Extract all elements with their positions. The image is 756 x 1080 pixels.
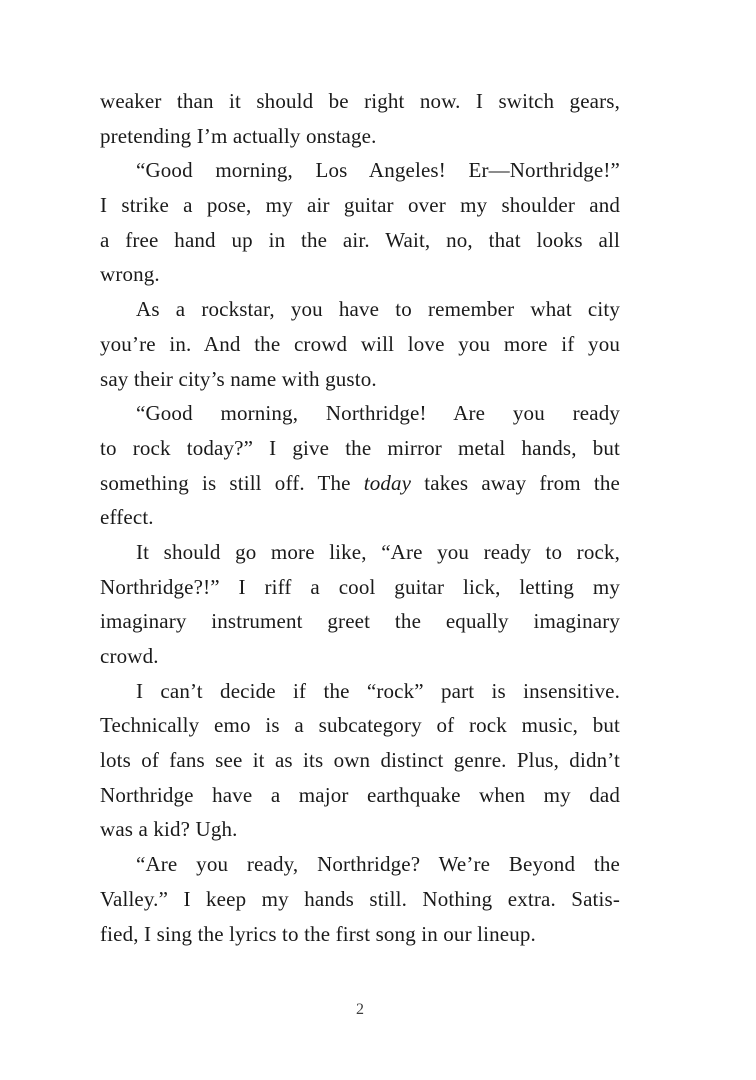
text-segment: I strike a pose, my air guitar over my shoulder and xyxy=(100,193,620,218)
text-line xyxy=(100,535,620,570)
text-segment: a free hand up in the air. Wait, no, that looks all xyxy=(100,227,620,252)
text-line xyxy=(100,570,620,605)
text-segment: Northridge have a major earthquake when my dad xyxy=(100,782,620,807)
text-line xyxy=(100,466,620,501)
text-line xyxy=(100,396,620,431)
text-segment: “Are you ready, Northridge? We’re Beyond the xyxy=(136,852,620,877)
text-segment: takes away from the xyxy=(411,470,621,495)
text-line xyxy=(100,847,620,882)
text-line xyxy=(100,882,620,917)
text-segment: It should go more like, “Are you ready to rock, xyxy=(136,539,620,564)
text-block xyxy=(100,84,620,951)
text-segment: crowd. xyxy=(100,644,159,668)
text-line xyxy=(100,917,620,952)
text-segment: “Good morning, Los Angeles! Er—Northridge!” xyxy=(136,158,620,183)
text-segment: fied, I sing the lyrics to the first song in our lineup. xyxy=(100,921,536,946)
page-number: 2 xyxy=(356,1001,364,1018)
text-segment: wrong. xyxy=(100,262,160,287)
paragraph xyxy=(100,153,620,292)
text-segment: “Good morning, Northridge! Are you ready xyxy=(136,401,620,426)
text-line xyxy=(100,362,620,397)
text-line xyxy=(100,292,620,327)
paragraph xyxy=(100,535,620,674)
paragraph xyxy=(100,674,620,847)
text-line xyxy=(100,708,620,743)
text-line xyxy=(100,431,620,466)
paragraph xyxy=(100,292,620,396)
text-segment: lots of fans see it as its own distinct genre. Plus, didn’t xyxy=(100,748,620,773)
text-line xyxy=(100,327,620,362)
text-line xyxy=(100,188,620,223)
paragraph xyxy=(100,84,620,153)
text-segment: imaginary instrument greet the equally imaginary xyxy=(100,609,620,634)
text-segment: Northridge?!” I riff a cool guitar lick, letting my xyxy=(100,574,620,599)
text-line xyxy=(100,778,620,813)
text-line xyxy=(100,812,620,847)
text-line xyxy=(100,84,620,119)
text-segment: I can’t decide if the “rock” part is insensitive. xyxy=(136,678,620,703)
text-line xyxy=(100,674,620,709)
text-line xyxy=(100,257,620,292)
text-line xyxy=(100,639,620,674)
text-segment: pretending I’m actually onstage. xyxy=(100,123,377,148)
text-line xyxy=(100,500,620,535)
text-segment: effect. xyxy=(100,505,154,530)
text-segment: weaker than it should be right now. I switch gears, xyxy=(100,89,620,113)
text-segment: Technically emo is a subcategory of rock music, but xyxy=(100,713,620,738)
text-line xyxy=(100,604,620,639)
text-segment: As a rockstar, you have to remember what city xyxy=(136,297,620,322)
text-line xyxy=(100,153,620,188)
text-segment: to rock today?” I give the mirror metal hands, but xyxy=(100,435,620,460)
text-segment: say their city’s name with gusto. xyxy=(100,366,377,391)
text-segment: Valley.” I keep my hands still. Nothing extra. Satis- xyxy=(100,886,620,911)
text-segment: was a kid? Ugh. xyxy=(100,817,238,842)
text-segment: something is still off. The xyxy=(100,470,364,495)
paragraph xyxy=(100,847,620,951)
paragraph xyxy=(100,396,620,535)
text-segment: you’re in. And the crowd will love you more if you xyxy=(100,331,620,356)
text-line xyxy=(100,743,620,778)
text-line xyxy=(100,223,620,258)
italic-text: today xyxy=(363,470,412,495)
text-line xyxy=(100,119,620,154)
